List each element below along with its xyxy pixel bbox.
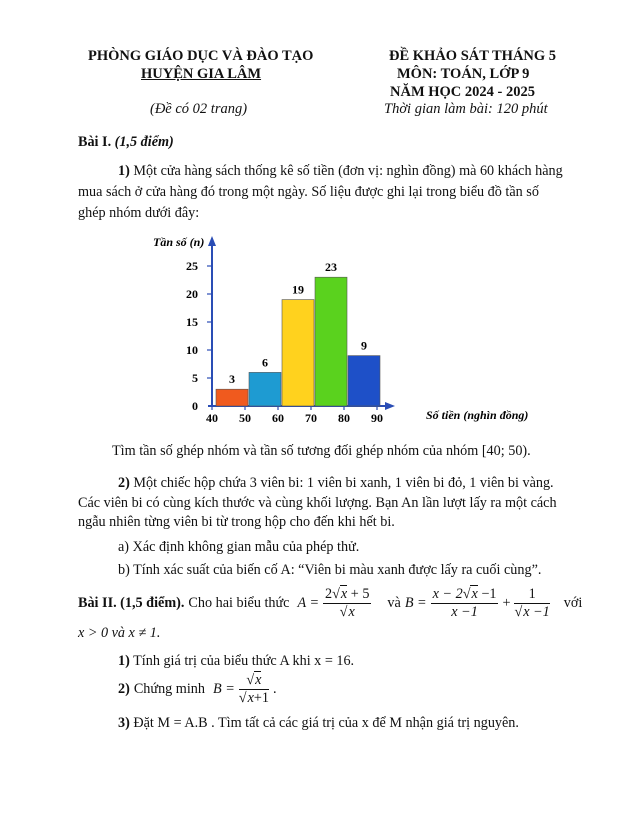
section-2-intro: Cho hai biểu thức — [188, 595, 290, 611]
question-1-text: Tính giá trị của biểu thức A khi x = 16. — [133, 653, 355, 669]
problem-1-line3: ghép nhóm dưới đây: — [78, 205, 200, 221]
expr-a-num-radicand: x — [340, 586, 348, 602]
chart-bar-value-label: 6 — [262, 355, 268, 370]
chart-x-tick-label: 50 — [239, 411, 251, 425]
problem-2-line3: ngẫu nhiên từng viên bi từ trong hộp cho đến khi hết bi. — [78, 514, 395, 530]
question-3-number: 3) — [118, 715, 130, 731]
chart-y-tick-label: 20 — [186, 287, 198, 301]
question-2-number: 2) — [118, 681, 130, 697]
question-2-den-const: +1 — [253, 690, 269, 706]
question-2-lhs: B = — [212, 681, 235, 697]
chart-y-axis-label: Tần số (n) — [153, 235, 205, 249]
chart-y-tick-label: 10 — [186, 343, 198, 357]
question-2-den-radicand: x — [247, 690, 254, 706]
question-2-text: Chứng minh — [133, 681, 205, 697]
chart-bar-value-label: 19 — [292, 282, 304, 297]
histogram-chart — [150, 232, 550, 427]
problem-2-part-b: b) Tính xác suất của biến cố A: “Viên bi màu xanh được lấy ra cuối cùng”. — [118, 562, 542, 578]
chart-y-tick-label: 5 — [192, 371, 198, 385]
section-2-condition: x > 0 và x ≠ 1. — [78, 625, 161, 641]
chart-bar-value-label: 3 — [229, 372, 235, 387]
chart-x-tick-label: 90 — [371, 411, 383, 425]
chart-x-tick-label: 80 — [338, 411, 350, 425]
header-exam-title: ĐỀ KHẢO SÁT THÁNG 5 — [389, 48, 557, 64]
chart-plot-area — [186, 236, 395, 425]
header-subject: MÔN: TOÁN, LỚP 9 — [397, 66, 530, 82]
chart-x-tick-label: 60 — [272, 411, 284, 425]
section-2-title: Bài II. (1,5 điểm). — [78, 595, 185, 611]
chart-bar — [216, 389, 248, 406]
section-1-points: (1,5 điểm) — [114, 134, 174, 150]
expr-b-fraction-2: $\frac{1}{√x -1}$ — [514, 586, 550, 620]
chart-bar — [315, 277, 347, 406]
chart-bar-value-label: 9 — [361, 338, 367, 353]
chart-x-tick-label: 40 — [206, 411, 218, 425]
header-department: PHÒNG GIÁO DỤC VÀ ĐÀO TẠO — [88, 48, 314, 64]
expr-b-num-b: −1 — [481, 586, 497, 602]
expr-b-num-2: 1 — [514, 586, 549, 604]
chart-bar — [249, 372, 281, 406]
problem-2-line1 — [118, 474, 554, 493]
problem-2-number: 2) — [118, 475, 130, 491]
problem-2-part-a: a) Xác định không gian mẫu của phép thử. — [118, 539, 360, 555]
chart-y-tick-label: 0 — [192, 399, 198, 413]
expr-b-num-radicand: x — [471, 586, 478, 602]
expr-a-lhs: A = — [297, 595, 320, 611]
chart-y-axis-arrow — [208, 236, 216, 246]
header-time: Thời gian làm bài: 120 phút — [384, 101, 548, 117]
expr-b-num-a: x − 2 — [432, 586, 463, 602]
chart-bar — [282, 300, 314, 406]
chart-x-tick-label: 70 — [305, 411, 317, 425]
header-district: HUYỆN GIA LÂM — [141, 66, 262, 82]
expr-b-lhs: B = — [404, 595, 427, 611]
chart-y-tick-label: 15 — [186, 315, 198, 329]
expr-a-fraction: $\frac{2√x + 5}{√x}$ — [325, 586, 370, 620]
chart-x-axis-label: Số tiền (nghìn đồng) — [426, 408, 529, 422]
problem-1-text-a: Một cửa hàng sách thống kê số tiền (đơn vị: nghìn đồng) mà 60 khách hàng — [133, 163, 563, 179]
chart-x-axis-arrow — [385, 402, 395, 410]
expr-b-den-1: x −1 — [451, 604, 478, 620]
problem-2-text-a: Một chiếc hộp chứa 3 viên bi: 1 viên bi xanh, 1 viên bi đỏ, 1 viên bi vàng. — [133, 475, 554, 491]
header-page-count: (Đề có 02 trang) — [150, 101, 248, 117]
problem-1-number: 1) — [118, 163, 130, 179]
problem-2-line2: Các viên bi có cùng kích thước và cùng khối lượng. Bạn An lần lượt lấy ra một cách — [78, 495, 557, 511]
expr-b-fraction-1: $\frac{x - 2√x -1}{x -1}$ — [432, 586, 497, 620]
with-word: với — [563, 595, 583, 611]
question-3 — [118, 714, 519, 733]
chart-y-tick-label: 25 — [186, 259, 198, 273]
header-school-year: NĂM HỌC 2024 - 2025 — [390, 84, 535, 100]
expr-b-den-2: x −1 — [523, 604, 550, 620]
question-2: 2) Chứng minh B = $\frac{√x}{√x+1}$ . — [118, 672, 277, 706]
problem-1-question: Tìm tần số ghép nhóm và tần số tương đối ghép nhóm của nhóm [40; 50). — [112, 443, 531, 459]
question-1-number: 1) — [118, 653, 130, 669]
chart-bar — [348, 356, 380, 406]
expr-a-num-const: + 5 — [350, 586, 370, 602]
question-3-text: Đặt M = A.B . Tìm tất cả các giá trị của x để M nhận giá trị nguyên. — [133, 715, 519, 731]
problem-1-line1 — [118, 162, 563, 181]
question-2-num-radicand: x — [255, 672, 262, 688]
and-word: và — [387, 595, 401, 611]
section-2-line1 — [78, 586, 582, 621]
question-1 — [118, 652, 354, 671]
section-1-heading — [78, 133, 174, 152]
expr-a-num-coef: 2 — [325, 586, 333, 602]
question-2-fraction: $\frac{√x}{√x+1}$ — [238, 672, 269, 706]
expr-a-den-radicand: x — [348, 604, 355, 620]
problem-1-line2: mua sách ở cửa hàng đó trong một ngày. Số liệu được ghi lại trong biểu đồ tần số — [78, 184, 539, 200]
chart-bar-value-label: 23 — [325, 260, 337, 275]
plus-sign: + — [502, 595, 511, 611]
section-1-title: Bài I. — [78, 134, 112, 150]
